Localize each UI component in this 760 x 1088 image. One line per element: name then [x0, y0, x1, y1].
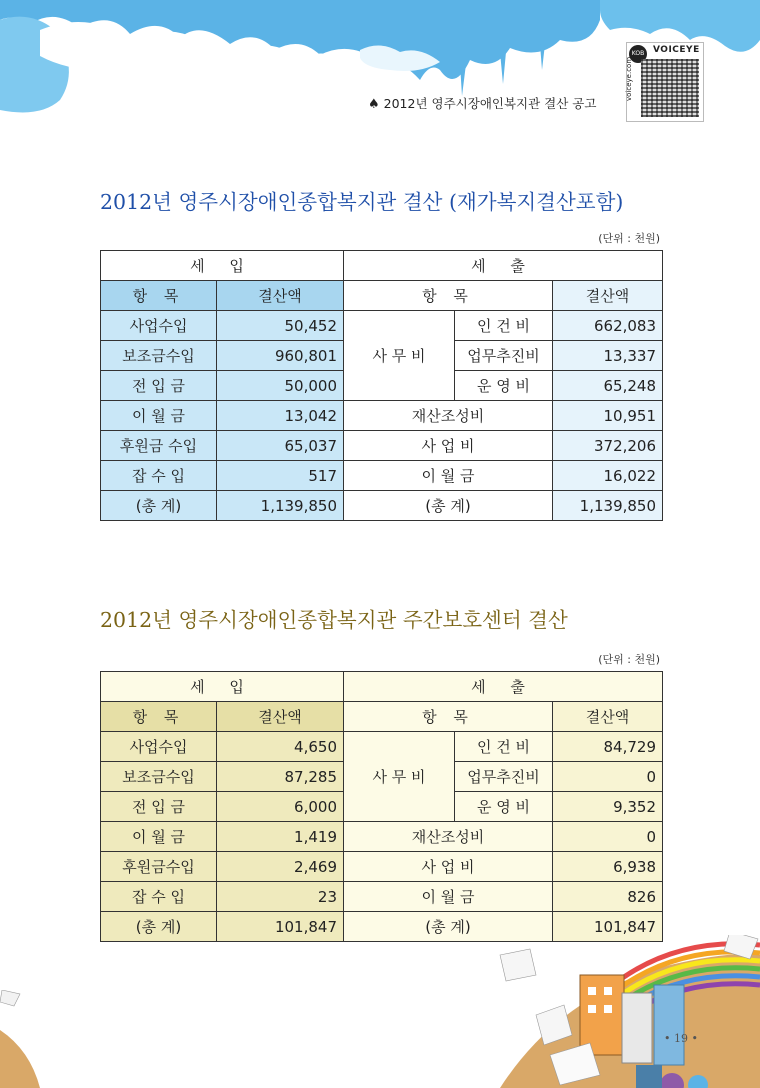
table-row [101, 281, 663, 311]
expense-item-label: 항 목 [344, 281, 553, 311]
expense-value: 16,022 [553, 461, 663, 491]
income-value: 50,000 [217, 371, 344, 401]
office-value: 0 [553, 762, 663, 792]
page-number: • 19 • [664, 1032, 698, 1045]
table-row [101, 732, 663, 762]
voiceye-pattern [641, 59, 699, 117]
office-group-label: 사 무 비 [344, 732, 455, 822]
income-amount-label: 결산액 [217, 702, 344, 732]
income-label: 이 월 금 [101, 401, 217, 431]
office-label: 운 영 비 [455, 371, 553, 401]
expense-header: 세 출 [344, 672, 663, 702]
income-value: 87,285 [217, 762, 344, 792]
income-value: 4,650 [217, 732, 344, 762]
table-row [101, 491, 663, 521]
expense-label: 재산조성비 [344, 822, 553, 852]
income-label: 사업수입 [101, 311, 217, 341]
expense-amount-label: 결산액 [553, 281, 663, 311]
income-value: 13,042 [217, 401, 344, 431]
table2-unit: (단위 : 천원) [598, 653, 660, 666]
income-label: 잡 수 입 [101, 461, 217, 491]
expense-value: 826 [553, 882, 663, 912]
income-value: 2,469 [217, 852, 344, 882]
income-item-label: 항 목 [101, 281, 217, 311]
office-label: 운 영 비 [455, 792, 553, 822]
income-value: 960,801 [217, 341, 344, 371]
expense-header: 세 출 [344, 251, 663, 281]
expense-label: 사 업 비 [344, 431, 553, 461]
voiceye-url: voiceye.com [625, 56, 633, 101]
voiceye-code [626, 42, 704, 122]
income-label: 후원금수입 [101, 852, 217, 882]
table1-unit: (단위 : 천원) [598, 232, 660, 245]
office-value: 662,083 [553, 311, 663, 341]
town-illustration-decoration [440, 935, 760, 1088]
income-value: 23 [217, 882, 344, 912]
office-value: 13,337 [553, 341, 663, 371]
expense-label: 사 업 비 [344, 852, 553, 882]
table-row [101, 311, 663, 341]
office-label: 인 건 비 [455, 732, 553, 762]
income-item-label: 항 목 [101, 702, 217, 732]
income-label: 보조금수입 [101, 341, 217, 371]
table-row [101, 702, 663, 732]
table-row [101, 852, 663, 882]
income-label: 보조금수입 [101, 762, 217, 792]
office-label: 인 건 비 [455, 311, 553, 341]
office-group-label: 사 무 비 [344, 311, 455, 401]
expense-label: 이 월 금 [344, 461, 553, 491]
income-total-value: 101,847 [217, 912, 344, 942]
running-header-text: 2012년 영주시장애인복지관 결산 공고 [383, 96, 597, 111]
income-total-label: (총 계) [101, 912, 217, 942]
table-row [101, 401, 663, 431]
table-row [101, 672, 663, 702]
table-row [101, 431, 663, 461]
expense-total-value: 1,139,850 [553, 491, 663, 521]
table-row [101, 822, 663, 852]
expense-label: 재산조성비 [344, 401, 553, 431]
income-total-label: (총 계) [101, 491, 217, 521]
expense-value: 6,938 [553, 852, 663, 882]
table-row [101, 882, 663, 912]
income-header: 세 입 [101, 672, 344, 702]
office-label: 업무추진비 [455, 341, 553, 371]
table-row [101, 251, 663, 281]
table2-title: 2012년 영주시장애인종합복지관 주간보호센터 결산 [100, 608, 568, 632]
expense-value: 0 [553, 822, 663, 852]
expense-item-label: 항 목 [344, 702, 553, 732]
table1-title: 2012년 영주시장애인종합복지관 결산 (재가복지결산포함) [100, 190, 624, 214]
voiceye-brand: VOICEYE [653, 45, 700, 55]
income-header: 세 입 [101, 251, 344, 281]
income-value: 1,419 [217, 822, 344, 852]
income-value: 65,037 [217, 431, 344, 461]
expense-total-value: 101,847 [553, 912, 663, 942]
paper-decoration-left [0, 990, 60, 1088]
expense-value: 10,951 [553, 401, 663, 431]
expense-total-label: (총 계) [344, 912, 553, 942]
income-label: 이 월 금 [101, 822, 217, 852]
table1 [100, 250, 663, 521]
expense-amount-label: 결산액 [553, 702, 663, 732]
income-value: 517 [217, 461, 344, 491]
running-header [368, 94, 596, 112]
income-label: 잡 수 입 [101, 882, 217, 912]
office-label: 업무추진비 [455, 762, 553, 792]
income-label: 후원금 수입 [101, 431, 217, 461]
spade-icon: ♠ [368, 97, 380, 112]
income-amount-label: 결산액 [217, 281, 344, 311]
expense-value: 372,206 [553, 431, 663, 461]
income-value: 6,000 [217, 792, 344, 822]
table2 [100, 671, 663, 942]
expense-total-label: (총 계) [344, 491, 553, 521]
voiceye-logo: KOB [629, 45, 647, 63]
income-label: 전 입 금 [101, 792, 217, 822]
income-value: 50,452 [217, 311, 344, 341]
income-total-value: 1,139,850 [217, 491, 344, 521]
office-value: 9,352 [553, 792, 663, 822]
income-label: 사업수입 [101, 732, 217, 762]
office-value: 84,729 [553, 732, 663, 762]
income-label: 전 입 금 [101, 371, 217, 401]
table-row [101, 461, 663, 491]
office-value: 65,248 [553, 371, 663, 401]
expense-label: 이 월 금 [344, 882, 553, 912]
